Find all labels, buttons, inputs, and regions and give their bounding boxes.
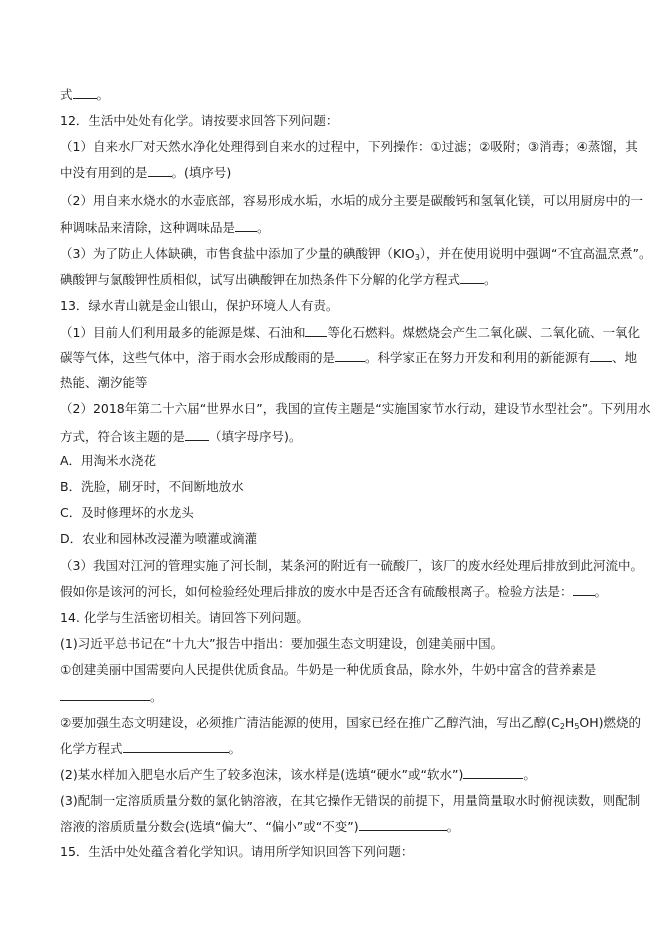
text-line: ②要加强生态文明建设，必须推广清洁能源的使用，国家已经在推广乙醇汽油，写出乙醇$(C_2H_5OH)$燃烧的 [60, 715, 642, 731]
answer-blank[interactable] [359, 816, 447, 831]
text-line: 碘酸钾与氯酸钾性质相似，试写出碘酸钾在加热条件下分解的化学方程式 。 [60, 269, 497, 289]
answer-blank[interactable] [335, 347, 365, 362]
answer-blank[interactable] [235, 217, 257, 232]
answer-blank[interactable] [463, 764, 523, 779]
question-12-title: 12．生活中处处有化学。请按要求回答下列问题： [60, 113, 339, 128]
answer-blank[interactable] [185, 426, 209, 441]
text-line: 中没有用到的是 。(填序号) [60, 162, 231, 182]
text-line: 碳等气体，这些气体中，溶于雨水会形成酸雨的是 。科学家正在努力开发和利用的新能源有 、地 [60, 347, 637, 367]
text-line: （3）我国对江河的管理实施了河长制，某条河的附近有一硫酸厂，该厂的废水经处理后排放到此河流中。 [60, 558, 643, 573]
text-line: 方式，符合该主题的是 （填字母序号)。 [60, 426, 301, 446]
text-line: 种调味品来清除，这种调味品是 。 [60, 217, 270, 237]
text-line: (3)配制一定溶质质量分数的氯化钠溶液，在其它操作无错误的前提下，用量筒量取水时俯视读数，则配制 [60, 793, 641, 808]
text-line: （1）目前人们利用最多的能源是煤、石油和 等化石燃料。煤燃烧会产生二氧化碳、二氧化硫、一氧化 [60, 322, 640, 342]
answer-blank[interactable] [573, 581, 595, 596]
question-15-title: 15．生活中处处蕴含着化学知识。请用所学知识回答下列问题： [60, 844, 414, 859]
text-line: 热能、潮汐能等 [60, 375, 148, 390]
text-line: 假如你是该河的河长，如何检验经处理后排放的废水中是否还含有硫酸根离子。检验方法是： 。 [60, 581, 607, 601]
answer-blank[interactable] [460, 269, 484, 284]
option-d: D．农业和园林改浸灌为喷灌或滴灌 [60, 531, 258, 546]
answer-blank[interactable] [148, 162, 172, 177]
text-line: 化学方程式 。 [60, 738, 241, 758]
text-line: 式 。 [60, 84, 109, 104]
answer-blank[interactable] [60, 686, 150, 701]
answer-blank[interactable] [590, 347, 612, 362]
option-a: A．用淘米水浇花 [60, 453, 157, 468]
question-14-title: 14. 化学与生活密切相关。请回答下列问题。 [60, 610, 309, 625]
text-line: 溶液的溶质质量分数会(选填“偏大”、“偏小”或“不变”) 。 [60, 816, 459, 836]
text-line: 。 [60, 686, 163, 706]
answer-blank[interactable] [123, 738, 229, 753]
answer-blank[interactable] [73, 84, 97, 99]
text-line: （2）2018年第二十六届“世界水日”，我国的宣传主题是“实施国家节水行动，建设节水型社会”。下列用水 [60, 401, 651, 416]
text-line: ①创建美丽中国需要向人民提供优质食品。牛奶是一种优质食品，除水外，牛奶中富含的营养素是 [60, 662, 597, 677]
text-line: (1)习近平总书记在“十九大”报告中指出：要加强生态文明建设，创建美丽中国。 [60, 636, 504, 651]
text-line: （3）为了防止人体缺碘，市售食盐中添加了少量的碘酸钾$(KIO_3)$，并在使用说明中强调“不宜高温烹煮”。 [60, 246, 652, 262]
text-line: （1）自来水厂对天然水净化处理得到自来水的过程中，下列操作：①过滤；②吸附；③消毒；④蒸馏，其 [60, 139, 638, 154]
option-c: C．及时修理坏的水龙头 [60, 505, 194, 520]
question-13-title: 13．绿水青山就是金山银山，保护环境人人有责。 [60, 298, 339, 313]
text-line: （2）用自来水烧水的水壶底部，容易形成水垢，水垢的成分主要是碳酸钙和氢氧化镁，可以用厨房中的一 [60, 193, 643, 208]
text-line: (2)某水样加入肥皂水后产生了较多泡沫，该水样是(选填“硬水”或“软水”) 。 [60, 764, 536, 784]
answer-blank[interactable] [305, 322, 327, 337]
option-b: B．洗脸，刷牙时，不间断地放水 [60, 479, 244, 494]
